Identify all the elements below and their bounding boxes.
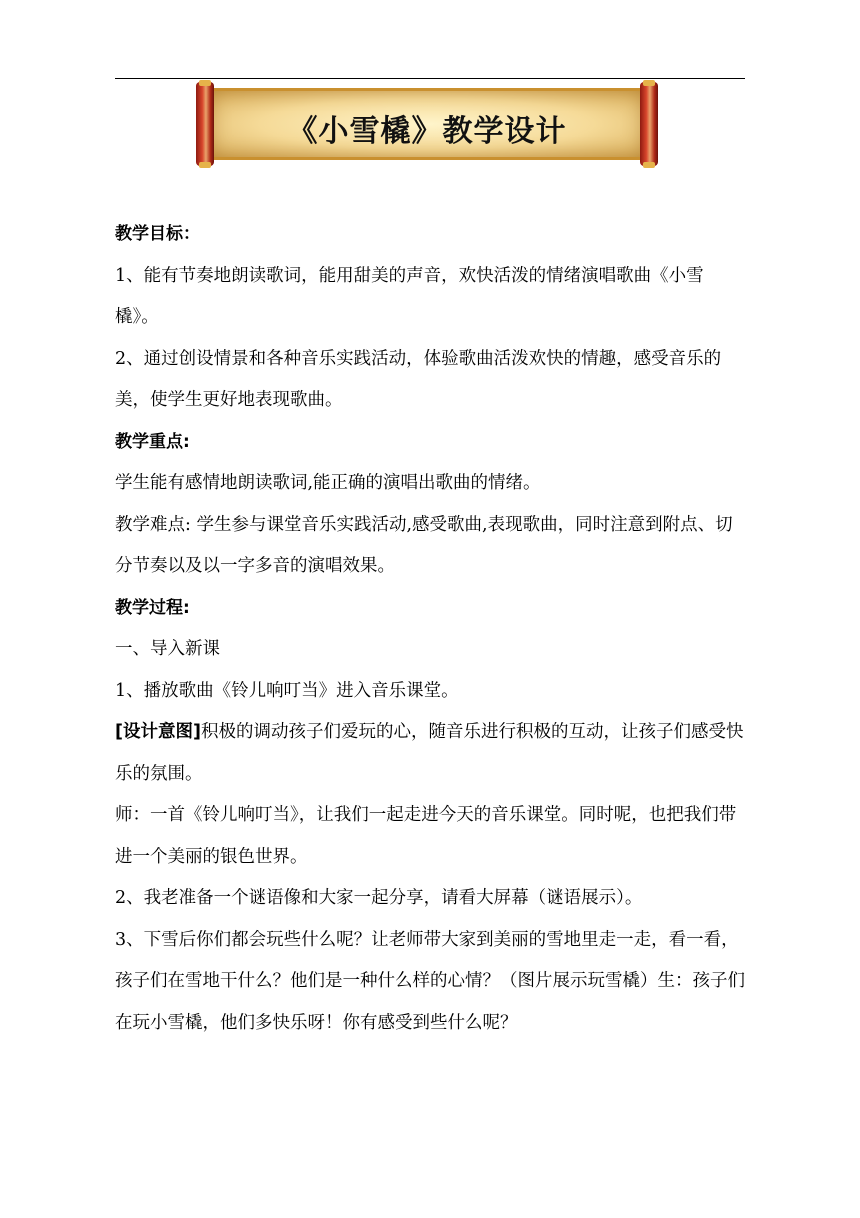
step-2: 2、我老准备一个谜语像和大家一起分享，请看大屏幕（谜语展示）。 — [115, 888, 643, 908]
section-intro: 一、导入新课 — [115, 639, 220, 659]
document-body — [115, 214, 747, 1044]
design-intent-label: [设计意图] — [115, 722, 201, 742]
design-intent — [115, 712, 747, 795]
objectives-heading: 教学目标： — [115, 224, 200, 244]
objective-item-2: 2、通过创设情景和各种音乐实践活动，体验歌曲活泼欢快的情趣，感受音乐的美，使学生更好地表现歌曲。 — [115, 348, 722, 410]
header-rule — [115, 78, 745, 79]
key-points-text: 学生能有感情地朗读歌词,能正确的演唱出歌曲的情绪。 — [115, 473, 541, 493]
design-intent-text: 积极的调动孩子们爱玩的心，随音乐进行积极的互动，让孩子们感受快乐的氛围。 — [115, 722, 744, 784]
teacher-remark: 师：一首《铃儿响叮当》，让我们一起走进今天的音乐课堂。同时呢，也把我们带进一个美丽的银色世界。 — [115, 805, 737, 867]
page-title: 《小雪橇》教学设计 — [287, 114, 567, 149]
step-1: 1、播放歌曲《铃儿响叮当》进入音乐课堂。 — [115, 680, 459, 701]
step-3: 3、下雪后你们都会玩些什么呢？让老师带大家到美丽的雪地里走一走，看一看，孩子们在雪地干什么？他们是一种什么样的心情？（图片展示玩雪橇）生：孩子们在玩小雪橇，他们多快乐呀！你有感受到些什么呢？ — [115, 929, 745, 1033]
title-scroll-banner — [196, 82, 658, 166]
objective-item-1: 1、能有节奏地朗读歌词，能用甜美的声音，欢快活泼的情绪演唱歌曲《小雪橇》。 — [115, 265, 704, 327]
process-heading: 教学过程: — [115, 597, 190, 618]
difficulties-text: 教学难点: 学生参与课堂音乐实践活动,感受歌曲,表现歌曲，同时注意到附点、切分节奏以及以一字多音的演唱效果。 — [115, 514, 733, 576]
key-points-heading: 教学重点: — [115, 431, 190, 452]
